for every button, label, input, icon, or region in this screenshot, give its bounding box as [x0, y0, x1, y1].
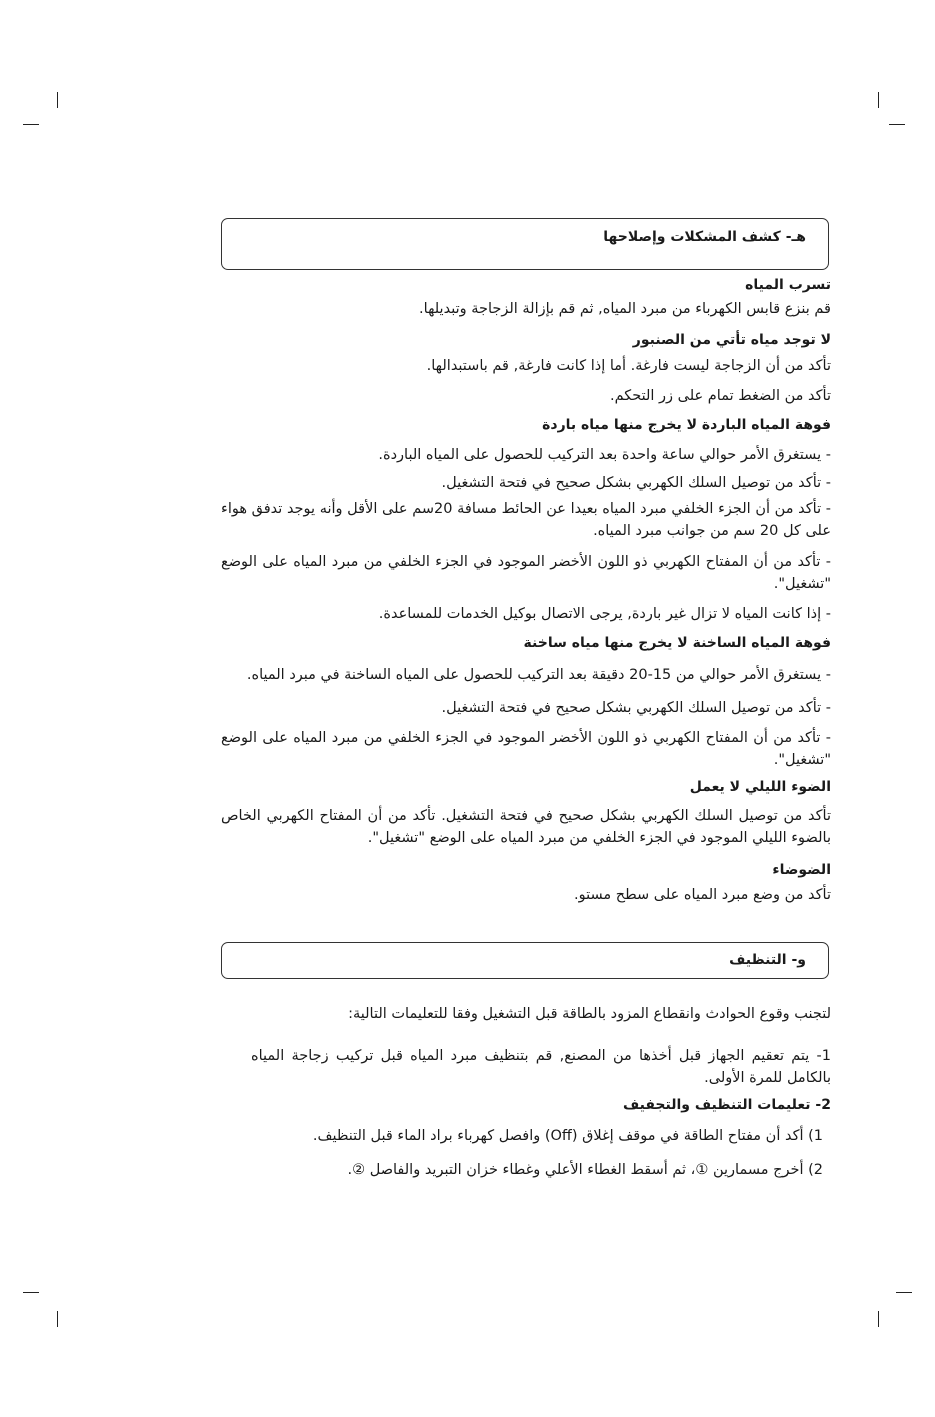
crop-mark-top-right-vertical	[878, 92, 879, 108]
night-light-heading: الضوء الليلي لا يعمل	[689, 779, 831, 795]
cleaning-section-title: و- التنظيف	[729, 952, 806, 968]
no-water-line-1: تأكد من أن الزجاجة ليست فارغة. أما إذا كانت فارغة, قم باستبدالها.	[426, 358, 831, 374]
crop-mark-top-left-vertical	[57, 92, 58, 108]
crop-mark-bottom-right-horizontal	[896, 1292, 912, 1293]
water-leak-text: قم بنزع قابس الكهرباء من مبرد المياه, ثم قم بإزالة الزجاجة وتبديلها.	[419, 301, 831, 317]
cleaning-step-2: 2) أخرج مسمارين ①، ثم أسقط الغطاء الأعلي وغطاء خزان التبريد والفاصل ②.	[347, 1162, 823, 1178]
cold-water-item: - إذا كانت المياه لا تزال غير باردة, يرجى الاتصال بوكيل الخدمات للمساعدة.	[378, 606, 831, 622]
troubleshooting-section-box	[221, 218, 829, 270]
noise-text: تأكد من وضع مبرد المياه على سطح مستو.	[573, 887, 831, 903]
hot-water-item: - تأكد من أن المفتاح الكهربي ذو اللون الأخضر الموجود في الجزء الخلفي من مبرد المياه على الوضع "تشغيل".	[221, 730, 831, 768]
crop-mark-top-right-horizontal	[889, 124, 905, 125]
hot-water-item: - يستغرق الأمر حوالي من 15-20 دقيقة بعد التركيب للحصول على المياه الساخنة في مبرد المياه.	[246, 667, 831, 683]
cold-water-item: - تأكد من أن الجزء الخلفي مبرد المياه بعيدا عن الحائط مسافة 20سم على الأقل وأنه يوجد تدفق هواء على كل 20 سم من جوانب مبرد المياه.	[221, 501, 831, 539]
crop-mark-bottom-left-horizontal	[23, 1292, 39, 1293]
cold-water-item: - يستغرق الأمر حوالي ساعة واحدة بعد التركيب للحصول على المياه الباردة.	[378, 447, 831, 463]
crop-mark-bottom-left-vertical	[57, 1311, 58, 1327]
cleaning-step-1: 1) أكد أن مفتاح الطاقة في موقف إغلاق (Off) وافصل كهرباء براد الماء قبل التنظيف.	[312, 1128, 823, 1144]
cleaning-item-1: 1- يتم تعقيم الجهاز قبل أخذها من المصنع, قم بتنظيف مبرد المياه قبل تركيب زجاجة المياه بالكامل للمرة الأولى.	[251, 1048, 831, 1086]
crop-mark-bottom-right-vertical	[878, 1311, 879, 1327]
cold-water-heading: فوهة المياه الباردة لا يخرج منها مياه باردة	[542, 417, 831, 433]
cleaning-section-box	[221, 942, 829, 979]
no-water-line-2: تأكد من الضغط تمام على زر التحكم.	[609, 388, 831, 404]
cold-water-item: - تأكد من أن المفتاح الكهربي ذو اللون الأخضر الموجود في الجزء الخلفي من مبرد المياه على الوضع "تشغيل".	[221, 554, 831, 592]
noise-heading: الضوضاء	[772, 862, 831, 878]
cold-water-item: - تأكد من توصيل السلك الكهربي بشكل صحيح في فتحة التشغيل.	[441, 475, 831, 491]
hot-water-item: - تأكد من توصيل السلك الكهربي بشكل صحيح في فتحة التشغيل.	[441, 700, 831, 716]
no-water-heading: لا توجد مياه تأتي من الصنبور	[632, 332, 831, 348]
water-leak-heading: تسرب المياه	[745, 277, 831, 293]
cleaning-intro: لتجنب وقوع الحوادث وانقطاع المزود بالطاقة قبل التشغيل وفقا للتعليمات التالية:	[348, 1006, 831, 1022]
cleaning-instructions-heading: 2- تعليمات التنظيف والتجفيف	[622, 1097, 831, 1113]
night-light-text: تأكد من توصيل السلك الكهربي بشكل صحيح في فتحة التشغيل. تأكد من أن المفتاح الكهربي الخاص بالضوء الليلي الموجود في الجزء الخلفي من مبرد المياه على الوضع "تشغيل".	[221, 808, 831, 846]
hot-water-heading: فوهة المياه الساخنة لا يخرج منها مياه ساخنة	[523, 635, 831, 651]
troubleshooting-section-title: هـ- كشف المشكلات وإصلاحها	[603, 229, 806, 245]
crop-mark-top-left-horizontal	[23, 124, 39, 125]
